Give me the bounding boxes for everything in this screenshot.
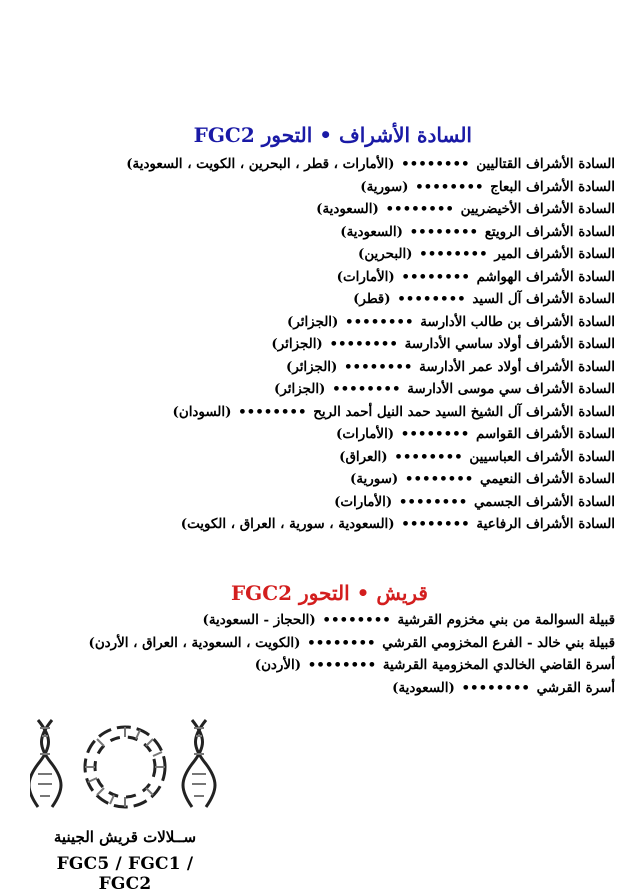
regions: (الحجاز - السعودية) bbox=[202, 612, 316, 628]
dot-leader: •••••••• bbox=[400, 426, 470, 442]
family-name: أسرة القاضي الخالدي المخزومية القرشية bbox=[382, 657, 615, 673]
regions: (السعودية ، سورية ، العراق ، الكويت) bbox=[180, 516, 395, 532]
family-name: السادة الأشراف أولاد عمر الأدارسة bbox=[419, 358, 615, 375]
family-name: قبيلة بني خالد - الفرع المخزومي القرشي bbox=[382, 634, 615, 651]
dot-leader: •••••••• bbox=[385, 201, 454, 217]
list-item bbox=[126, 266, 615, 289]
regions: (السعودية) bbox=[392, 679, 455, 696]
family-name: السادة الأشراف سي موسى الأدارسة bbox=[407, 381, 615, 397]
family-name: السادة الأشراف المير bbox=[494, 246, 615, 262]
family-name: قبيلة السوالمة من بني مخزوم القرشية bbox=[397, 612, 615, 628]
family-name: السادة الأشراف أولاد ساسي الأدارسة bbox=[404, 336, 615, 352]
family-name: السادة الأشراف بن طالب الأدارسة bbox=[420, 313, 615, 330]
list-item bbox=[126, 491, 615, 514]
list-item bbox=[89, 609, 616, 632]
heading-quraysh: قريش • التحور FGC2 bbox=[230, 581, 428, 605]
list-item bbox=[126, 378, 615, 401]
family-name: السادة الأشراف الجسمي bbox=[474, 493, 615, 510]
family-name: أسرة القرشي bbox=[536, 679, 615, 696]
dot-leader: •••••••• bbox=[401, 156, 470, 172]
regions: (السعودية) bbox=[316, 201, 379, 217]
regions: (الأمارات) bbox=[334, 493, 393, 510]
dot-leader: •••••••• bbox=[461, 679, 530, 696]
dot-leader: •••••••• bbox=[397, 291, 466, 307]
list-item bbox=[126, 423, 615, 446]
dot-leader: •••••••• bbox=[332, 381, 401, 397]
list-item bbox=[89, 632, 616, 655]
regions: (الكويت ، السعودية ، العراق ، الأردن) bbox=[88, 634, 301, 651]
regions: (الجزائر) bbox=[274, 381, 326, 397]
dot-leader: •••••••• bbox=[419, 246, 488, 262]
list-item bbox=[126, 468, 615, 491]
regions: (الجزائر) bbox=[271, 336, 323, 352]
regions: (الأمارات ، قطر ، البحرين ، الكويت ، السعودية) bbox=[126, 156, 395, 172]
family-name: السادة الأشراف الرويتع bbox=[484, 223, 615, 240]
list-item bbox=[126, 333, 615, 356]
dot-leader: •••••••• bbox=[401, 268, 470, 285]
heading-ashraf: السادة الأشراف • التحور FGC2 bbox=[193, 123, 472, 147]
dot-leader: •••••••• bbox=[238, 403, 307, 420]
dna-icon bbox=[30, 712, 220, 827]
list-item bbox=[126, 198, 615, 221]
dot-leader: •••••••• bbox=[345, 313, 414, 330]
family-name: السادة الأشراف القواسم bbox=[475, 426, 615, 442]
quraysh-list bbox=[89, 609, 616, 699]
dot-leader: •••••••• bbox=[401, 516, 470, 532]
family-name: السادة الأشراف آل الشيخ السيد حمد النيل أحمد الريح bbox=[313, 403, 615, 420]
regions: (الأردن) bbox=[254, 657, 302, 673]
regions: (السودان) bbox=[172, 403, 232, 420]
dna-logo bbox=[30, 712, 220, 894]
dot-leader: •••••••• bbox=[404, 471, 474, 487]
dot-leader: •••••••• bbox=[307, 657, 377, 673]
list-item bbox=[89, 677, 616, 700]
family-name: السادة الأشراف الرفاعية bbox=[476, 516, 615, 532]
regions: (قطر) bbox=[353, 291, 391, 307]
regions: (سورية) bbox=[350, 471, 399, 487]
family-name: السادة الأشراف العباسيين bbox=[469, 448, 615, 465]
family-name: السادة الأشراف القتاليين bbox=[476, 156, 615, 172]
logo-caption-english: FGC5 / FGC1 / FGC2 bbox=[56, 854, 194, 894]
regions: (الجزائر) bbox=[285, 358, 338, 375]
list-item bbox=[126, 311, 615, 334]
list-item bbox=[126, 176, 615, 199]
dot-leader: •••••••• bbox=[409, 223, 479, 240]
ashraf-list bbox=[126, 153, 615, 536]
logo-caption-arabic: ســلالات قريش الجينية bbox=[53, 828, 197, 846]
regions: (العراق) bbox=[339, 448, 388, 465]
list-item bbox=[126, 153, 615, 176]
list-item bbox=[126, 446, 615, 469]
regions: (الجزائر) bbox=[287, 313, 339, 330]
regions: (السعودية) bbox=[340, 223, 403, 240]
regions: (البحرين) bbox=[358, 246, 413, 262]
dot-leader: •••••••• bbox=[415, 178, 484, 195]
family-name: السادة الأشراف البعاج bbox=[490, 178, 615, 195]
family-name: السادة الأشراف الأخيضريين bbox=[460, 201, 615, 217]
list-item bbox=[126, 221, 615, 244]
family-name: السادة الأشراف آل السيد bbox=[472, 291, 615, 307]
dot-leader: •••••••• bbox=[344, 358, 413, 375]
regions: (سورية) bbox=[360, 178, 409, 195]
dot-leader: •••••••• bbox=[307, 634, 376, 651]
regions: (الأمارات) bbox=[336, 268, 395, 285]
dot-leader: •••••••• bbox=[398, 493, 468, 510]
dot-leader: •••••••• bbox=[329, 336, 398, 352]
family-name: السادة الأشراف النعيمي bbox=[480, 471, 615, 487]
list-item bbox=[126, 356, 615, 379]
list-item bbox=[126, 513, 615, 536]
regions: (الأمارات) bbox=[336, 426, 395, 442]
list-item bbox=[126, 243, 615, 266]
family-name: السادة الأشراف الهواشم bbox=[476, 268, 615, 285]
dot-leader: •••••••• bbox=[322, 612, 391, 628]
dot-leader: •••••••• bbox=[394, 448, 463, 465]
list-item bbox=[89, 654, 616, 677]
list-item bbox=[126, 288, 615, 311]
list-item bbox=[126, 401, 615, 424]
